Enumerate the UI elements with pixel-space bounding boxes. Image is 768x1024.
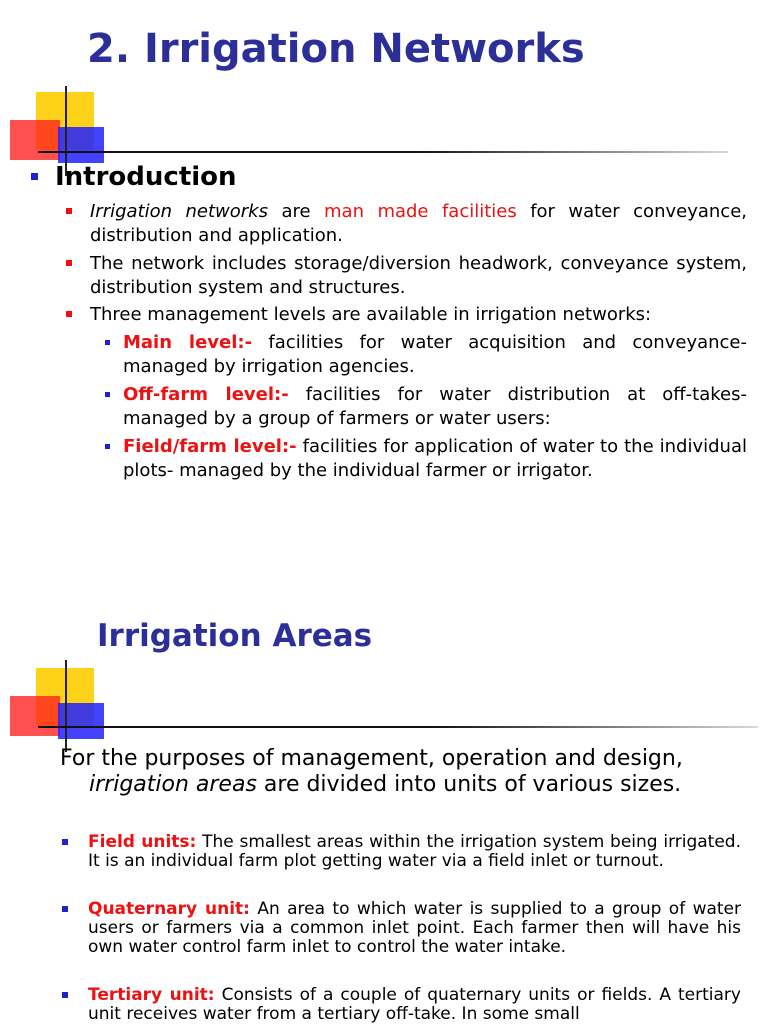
level-text: facilities for water acquisition and conveyance- managed by irrigation agencies. (123, 332, 748, 377)
square-bullet-icon (31, 173, 38, 180)
intro-paragraph (60, 746, 741, 798)
term-irrigation-networks: Irrigation networks (90, 201, 268, 222)
highlight-man-made: man made facilities (324, 201, 517, 222)
square-bullet-icon (105, 392, 110, 397)
level-label: Main level:- (123, 332, 253, 353)
square-bullet-icon (66, 260, 72, 266)
unit-label: Field units: (88, 832, 197, 852)
level-text: facilities for application of water to the individual plots- managed by the individual farmer or irrigator. (123, 436, 747, 481)
unit-label: Quaternary unit: (88, 899, 250, 919)
bullet-tertiary-unit (88, 986, 741, 1024)
unit-label: Tertiary unit: (88, 985, 215, 1005)
bullet-network-components (90, 252, 747, 300)
square-bullet-icon (105, 444, 110, 449)
unit-text: The smallest areas within the irrigation system being irrigated. It is an individual farm plot getting water via a field inlet or turnout. (88, 832, 741, 871)
section-heading (55, 162, 237, 192)
bullet-text: The network includes storage/diversion headwork, conveyance system, distribution system and structures. (90, 253, 747, 298)
bullet-text: for water conveyance, distribution and application. (90, 201, 747, 246)
square-bullet-icon (62, 839, 68, 845)
red-square (10, 120, 60, 160)
intro-text: For the purposes of management, operation and design, (60, 746, 683, 771)
bullet-quaternary-unit (88, 900, 741, 957)
horizontal-rule (38, 151, 728, 153)
sub-bullet-off-farm-level (123, 383, 747, 431)
level-label: Field/farm level:- (123, 436, 297, 457)
intro-text: are divided into units of various sizes. (256, 772, 682, 797)
slide-title: Irrigation Areas (97, 618, 373, 654)
bullet-text: are (267, 201, 325, 222)
square-bullet-icon (66, 311, 72, 317)
red-square (10, 696, 60, 736)
bullet-text: Three management levels are available in irrigation networks: (90, 304, 652, 325)
slide-irrigation-networks (0, 0, 768, 510)
bullet-networks-definition (90, 200, 747, 248)
bullet-management-levels (90, 303, 747, 327)
horizontal-rule (38, 726, 758, 728)
unit-text: Consists of a couple of quaternary units or fields. A tertiary unit receives water from a tertiary off-take. In some small (88, 985, 741, 1024)
level-label: Off-farm level:- (123, 384, 289, 405)
slide-irrigation-areas (0, 600, 768, 1024)
square-bullet-icon (66, 208, 72, 214)
square-bullet-icon (105, 340, 110, 345)
unit-text: An area to which water is supplied to a group of water users or farmers via a common inlet point. Each farmer then will have his own water control farm inlet to control the water intake. (88, 899, 742, 957)
heading-text: Introduction (55, 162, 237, 192)
square-bullet-icon (62, 992, 68, 998)
vertical-rule (65, 660, 67, 752)
term-irrigation-areas: irrigation areas (89, 772, 257, 797)
sub-bullet-main-level (123, 331, 747, 379)
level-text: facilities for water distribution at off-takes- managed by a group of farmers or water users: (123, 384, 747, 429)
slide-title: 2. Irrigation Networks (87, 26, 585, 72)
bullet-field-units (88, 833, 741, 871)
square-bullet-icon (62, 906, 68, 912)
sub-bullet-field-level (123, 435, 747, 483)
